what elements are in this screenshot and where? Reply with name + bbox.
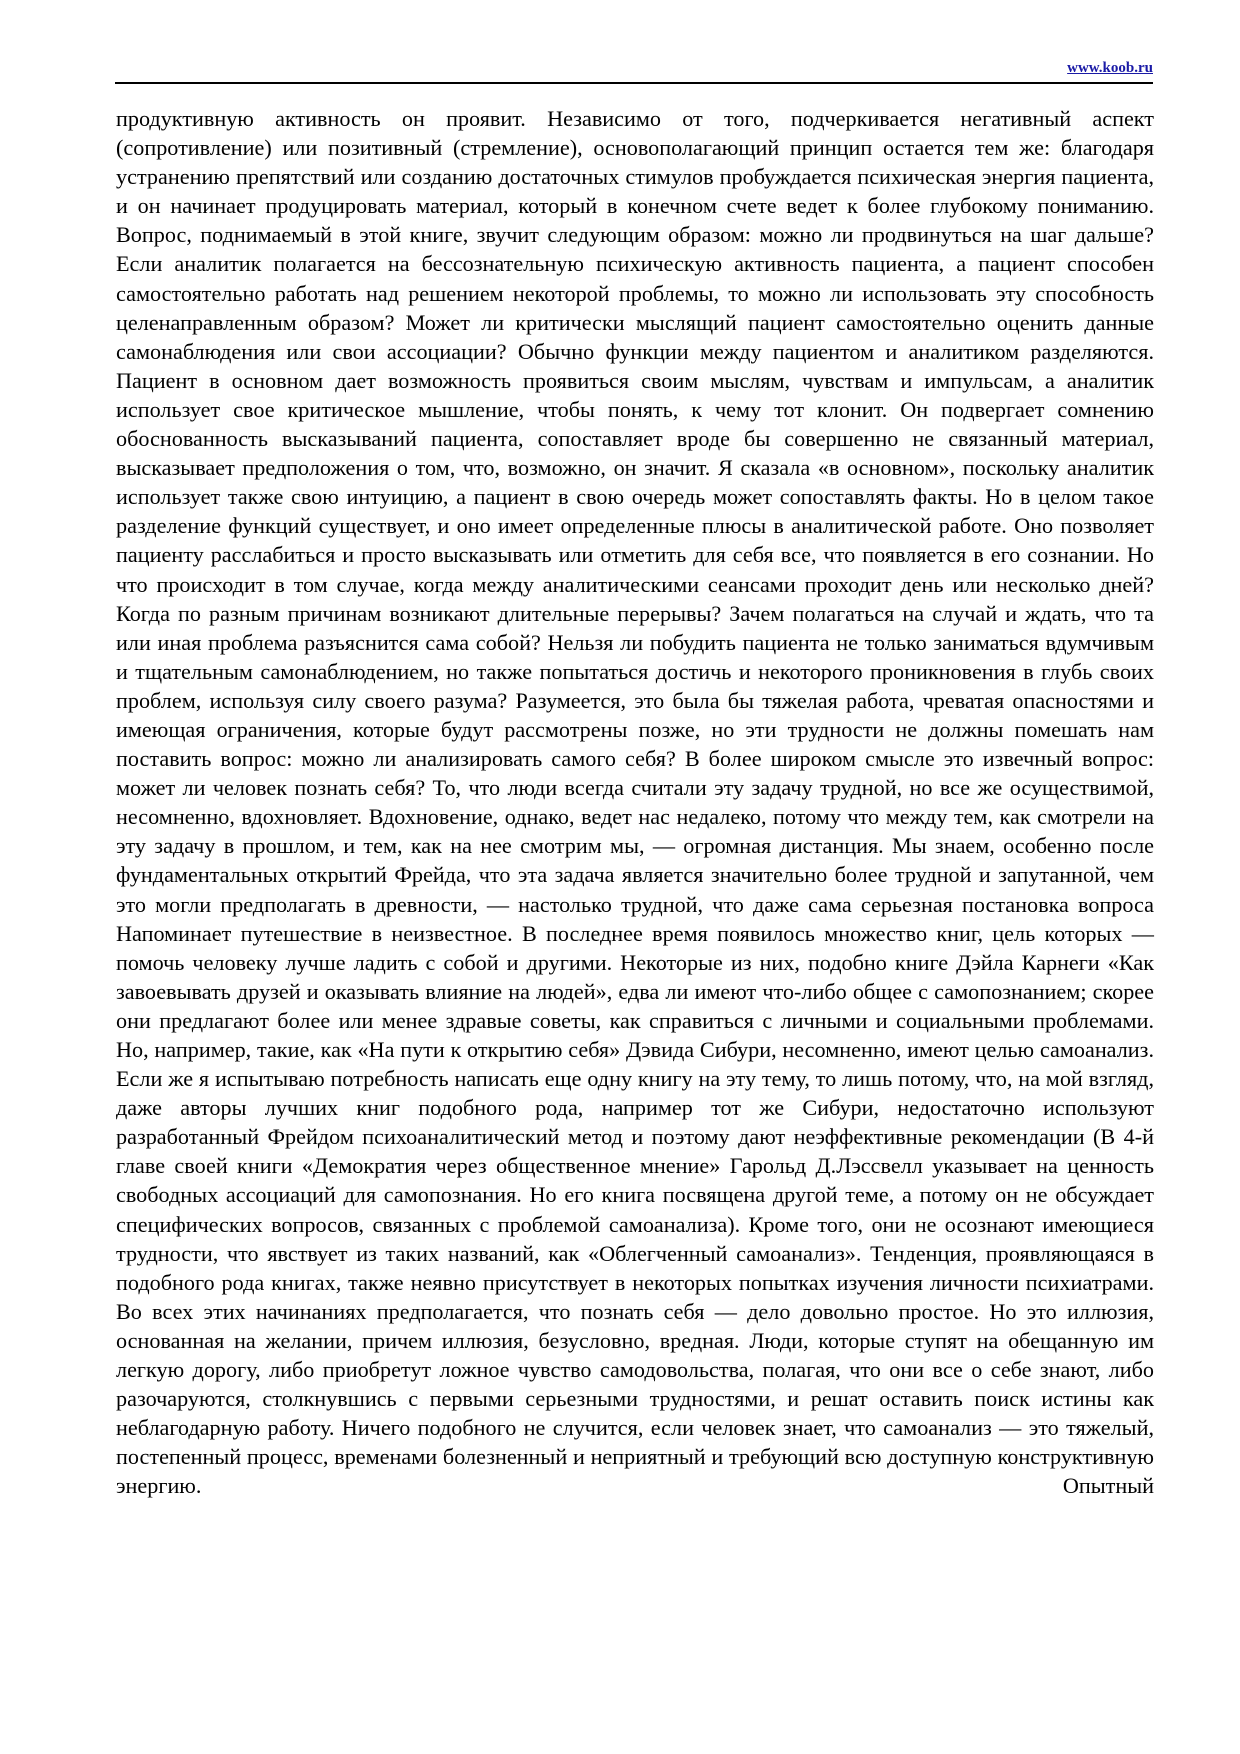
page-header bbox=[115, 58, 1153, 84]
site-link[interactable]: www.koob.ru bbox=[1067, 60, 1153, 76]
body-paragraph: продуктивную активность он проявит. Независимо от того, подчеркивается негативный аспект (сопротивление) или позитивный (стремление), основополагающий принцип остается тем же: благодаря устранению препятствий или созданию достаточных стимулов пробуждается психическая энергия пациента, и он начинает продуцировать материал, который в конечном счете ведет к более глубокому пониманию. Вопрос, поднимаемый в этой книге, звучит следующим образом: можно ли продвинуться на шаг дальше? Если аналитик полагается на бессознательную психическую активность пациента, а пациент способен самостоятельно работать над решением некоторой проблемы, то можно ли использовать эту способность целенаправленным образом? Может ли критически мыслящий пациент самостоятельно оценить данные самонаблюдения или свои ассоциации? Обычно функции между пациентом и аналитиком разделяются. Пациент в основном дает возможность проявиться своим мыслям, чувствам и импульсам, а аналитик использует свое критическое мышление, чтобы понять, к чему тот клонит. Он подвергает сомнению обоснованность высказываний пациента, сопоставляет вроде бы совершенно не связанный материал, высказывает предположения о том, что, возможно, он значит. Я сказала «в основном», поскольку аналитик использует также свою интуицию, а пациент в свою очередь может сопоставлять факты. Но в целом такое разделение функций существует, и оно имеет определенные плюсы в аналитической работе. Оно позволяет пациенту расслабиться и просто высказывать или отметить для себя все, что появляется в его сознании. Но что происходит в том случае, когда между аналитическими сеансами проходит день или несколько дней? Когда по разным причинам возникают длительные перерывы? Зачем полагаться на случай и ждать, что та или иная проблема разъяснится сама собой? Нельзя ли побудить пациента не только заниматься вдумчивым и тщательным самонаблюдением, но также попытаться достичь и некоторого проникновения в глубь своих проблем, используя силу своего разума? Разумеется, это была бы тяжелая работа, чреватая опасностями и имеющая ограничения, которые будут рассмотрены позже, но эти трудности не должны помешать нам поставить вопрос: можно ли анализировать самого себя? В более широком смысле это извечный вопрос: может ли человек познать себя? То, что люди всегда считали эту задачу трудной, но все же осуществимой, несомненно, вдохновляет. Вдохновение, однако, ведет нас недалеко, потому что между тем, как смотрели на эту задачу в прошлом, и тем, как на нее смотрим мы, — огромная дистанция. Мы знаем, особенно после фундаментальных открытий Фрейда, что эта задача является значительно более трудной и запутанной, чем это могли предполагать в древности, — настолько трудной, что даже сама серьезная постановка вопроса Напоминает путешествие в неизвестное. В последнее время появилось множество книг, цель которых — помочь человеку лучше ладить с собой и другими. Некоторые из них, подобно книге Дэйла Карнеги «Как завоевывать друзей и оказывать влияние на людей», едва ли имеют что-либо общее с самопознанием; скорее они предлагают более или менее здравые советы, как справиться с личными и социальными проблемами. Но, например, такие, как «На пути к открытию себя» Дэвида Сибури, несомненно, имеют целью самоанализ. Если же я испытываю потребность написать еще одну книгу на эту тему, то лишь потому, что, на мой взгляд, даже авторы лучших книг подобного рода, например тот же Сибури, недостаточно используют разработанный Фрейдом психоаналитический метод и поэтому дают неэффективные рекомендации (В 4-й главе своей книги «Демократия через общественное мнение» Гарольд Д.Лэссвелл указывает на ценность свободных ассоциаций для самопознания. Но его книга посвящена другой теме, а потому он не обсуждает специфических вопросов, связанных с проблемой самоанализа). Кроме того, они не осознают имеющиеся трудности, что явствует из таких названий, как «Облегченный самоанализ». Тенденция, проявляющаяся в подобного рода книгах, также неявно присутствует в некоторых попытках изучения личности психиатрами. Во всех этих начинаниях предполагается, что познать себя — дело довольно простое. Но это иллюзия, основанная на желании, причем иллюзия, безусловно, вредная. Люди, которые ступят на обещанную им легкую дорогу, либо приобретут ложное чувство самодовольства, полагая, что они все о себе знают, либо разочаруются, столкнувшись с первыми серьезными трудностями, и решат оставить поиск истины как неблагодарную работу. Ничего подобного не случится, если человек знает, что самоанализ — это тяжелый, постепенный процесс, временами болезненный и неприятный и требующий всю доступную конструктивную энергию. Опытный bbox=[116, 106, 1154, 1499]
